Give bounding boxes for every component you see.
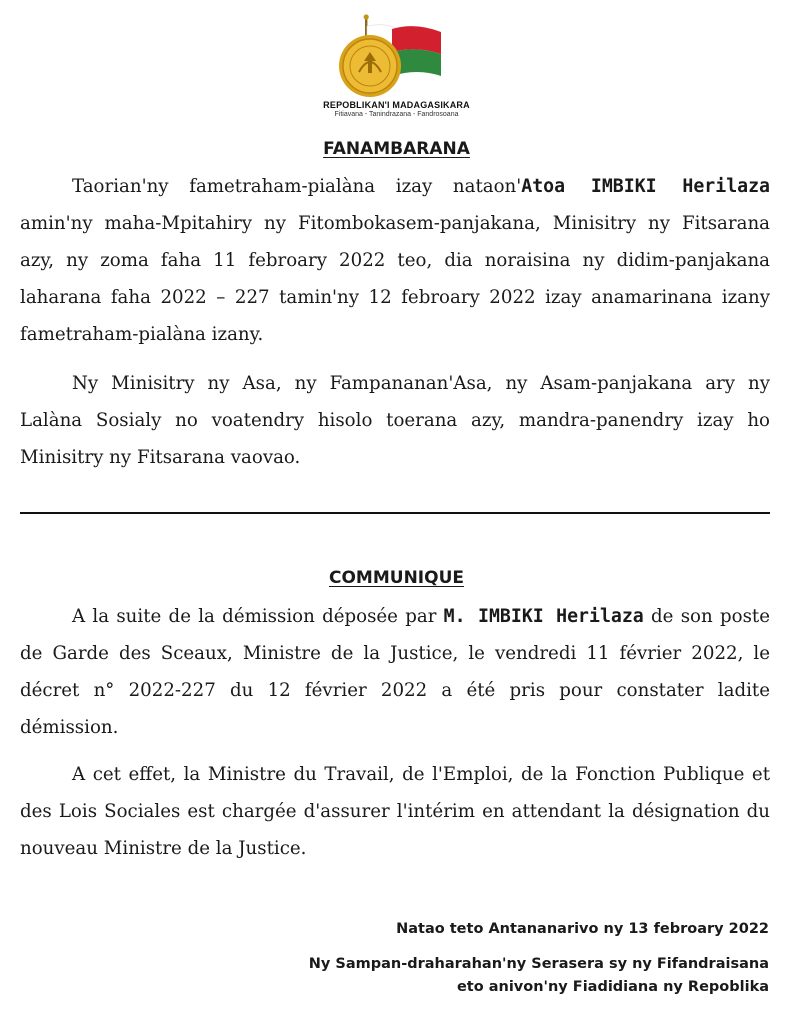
place-date: Natao teto Antananarivo ny 13 febroary 2022 <box>396 921 769 937</box>
signing-office <box>309 953 769 999</box>
communique-title: COMMUNIQUE <box>329 568 464 588</box>
bold-name: Atoa IMBIKI Herilaza <box>521 176 770 197</box>
madagascar-emblem-icon <box>337 14 447 104</box>
signing-office-line-1: Ny Sampan-draharahan'ny Serasera sy ny Fifandraisana <box>308 956 769 972</box>
communique-paragraph-2: A cet effet, la Ministre du Travail, de l'Emploi, de la Fonction Publique et des Lois Sociales est chargée d'assurer l'intérim en attendant la désignation du nouveau Ministre de la Justice. <box>20 764 770 859</box>
bold-name: M. IMBIKI Herilaza <box>443 606 644 627</box>
republic-name: REPOBLIKAN'I MADAGASIKARA <box>323 100 470 110</box>
text-run: Taorian'ny fametraham-pialàna izay nataon' <box>72 176 522 197</box>
communique-paragraph-1 <box>20 598 770 746</box>
text-run: de son poste de Garde des Sceaux, Ministre de la Justice, le vendredi 11 février 2022, le décret n° 2022-227 du 12 février 2022 a été pris pour constater ladite démission. <box>20 606 770 738</box>
section-divider <box>20 512 770 514</box>
letterhead <box>0 14 793 122</box>
text-run: amin'ny maha-Mpitahiry ny Fitombokasem-panjakana, Minisitry ny Fitsarana azy, ny zoma faha 11 febroary 2022 teo, dia noraisina ny didim-panjakana laharana faha 2022 – 227 tamin'ny 12 febroary 2022 izay anamarinana izany fametraham-pialàna izany. <box>20 213 770 345</box>
fanambarana-paragraph-2: Ny Minisitry ny Asa, ny Fampananan'Asa, ny Asam-panjakana ary ny Lalàna Sosialy no voatendry hisolo toerana azy, mandra-panendry izay ho Minisitry ny Fitsarana vaovao. <box>20 373 770 468</box>
signing-office-line-2: eto anivon'ny Fiadidiana ny Repoblika <box>456 979 769 995</box>
fanambarana-title: FANAMBARANA <box>323 139 470 159</box>
text-run: A la suite de la démission déposée par <box>72 606 444 627</box>
fanambarana-paragraph-1 <box>20 168 770 353</box>
republic-motto: Fitiavana - Tanindrazana - Fandrosoana <box>334 111 459 118</box>
